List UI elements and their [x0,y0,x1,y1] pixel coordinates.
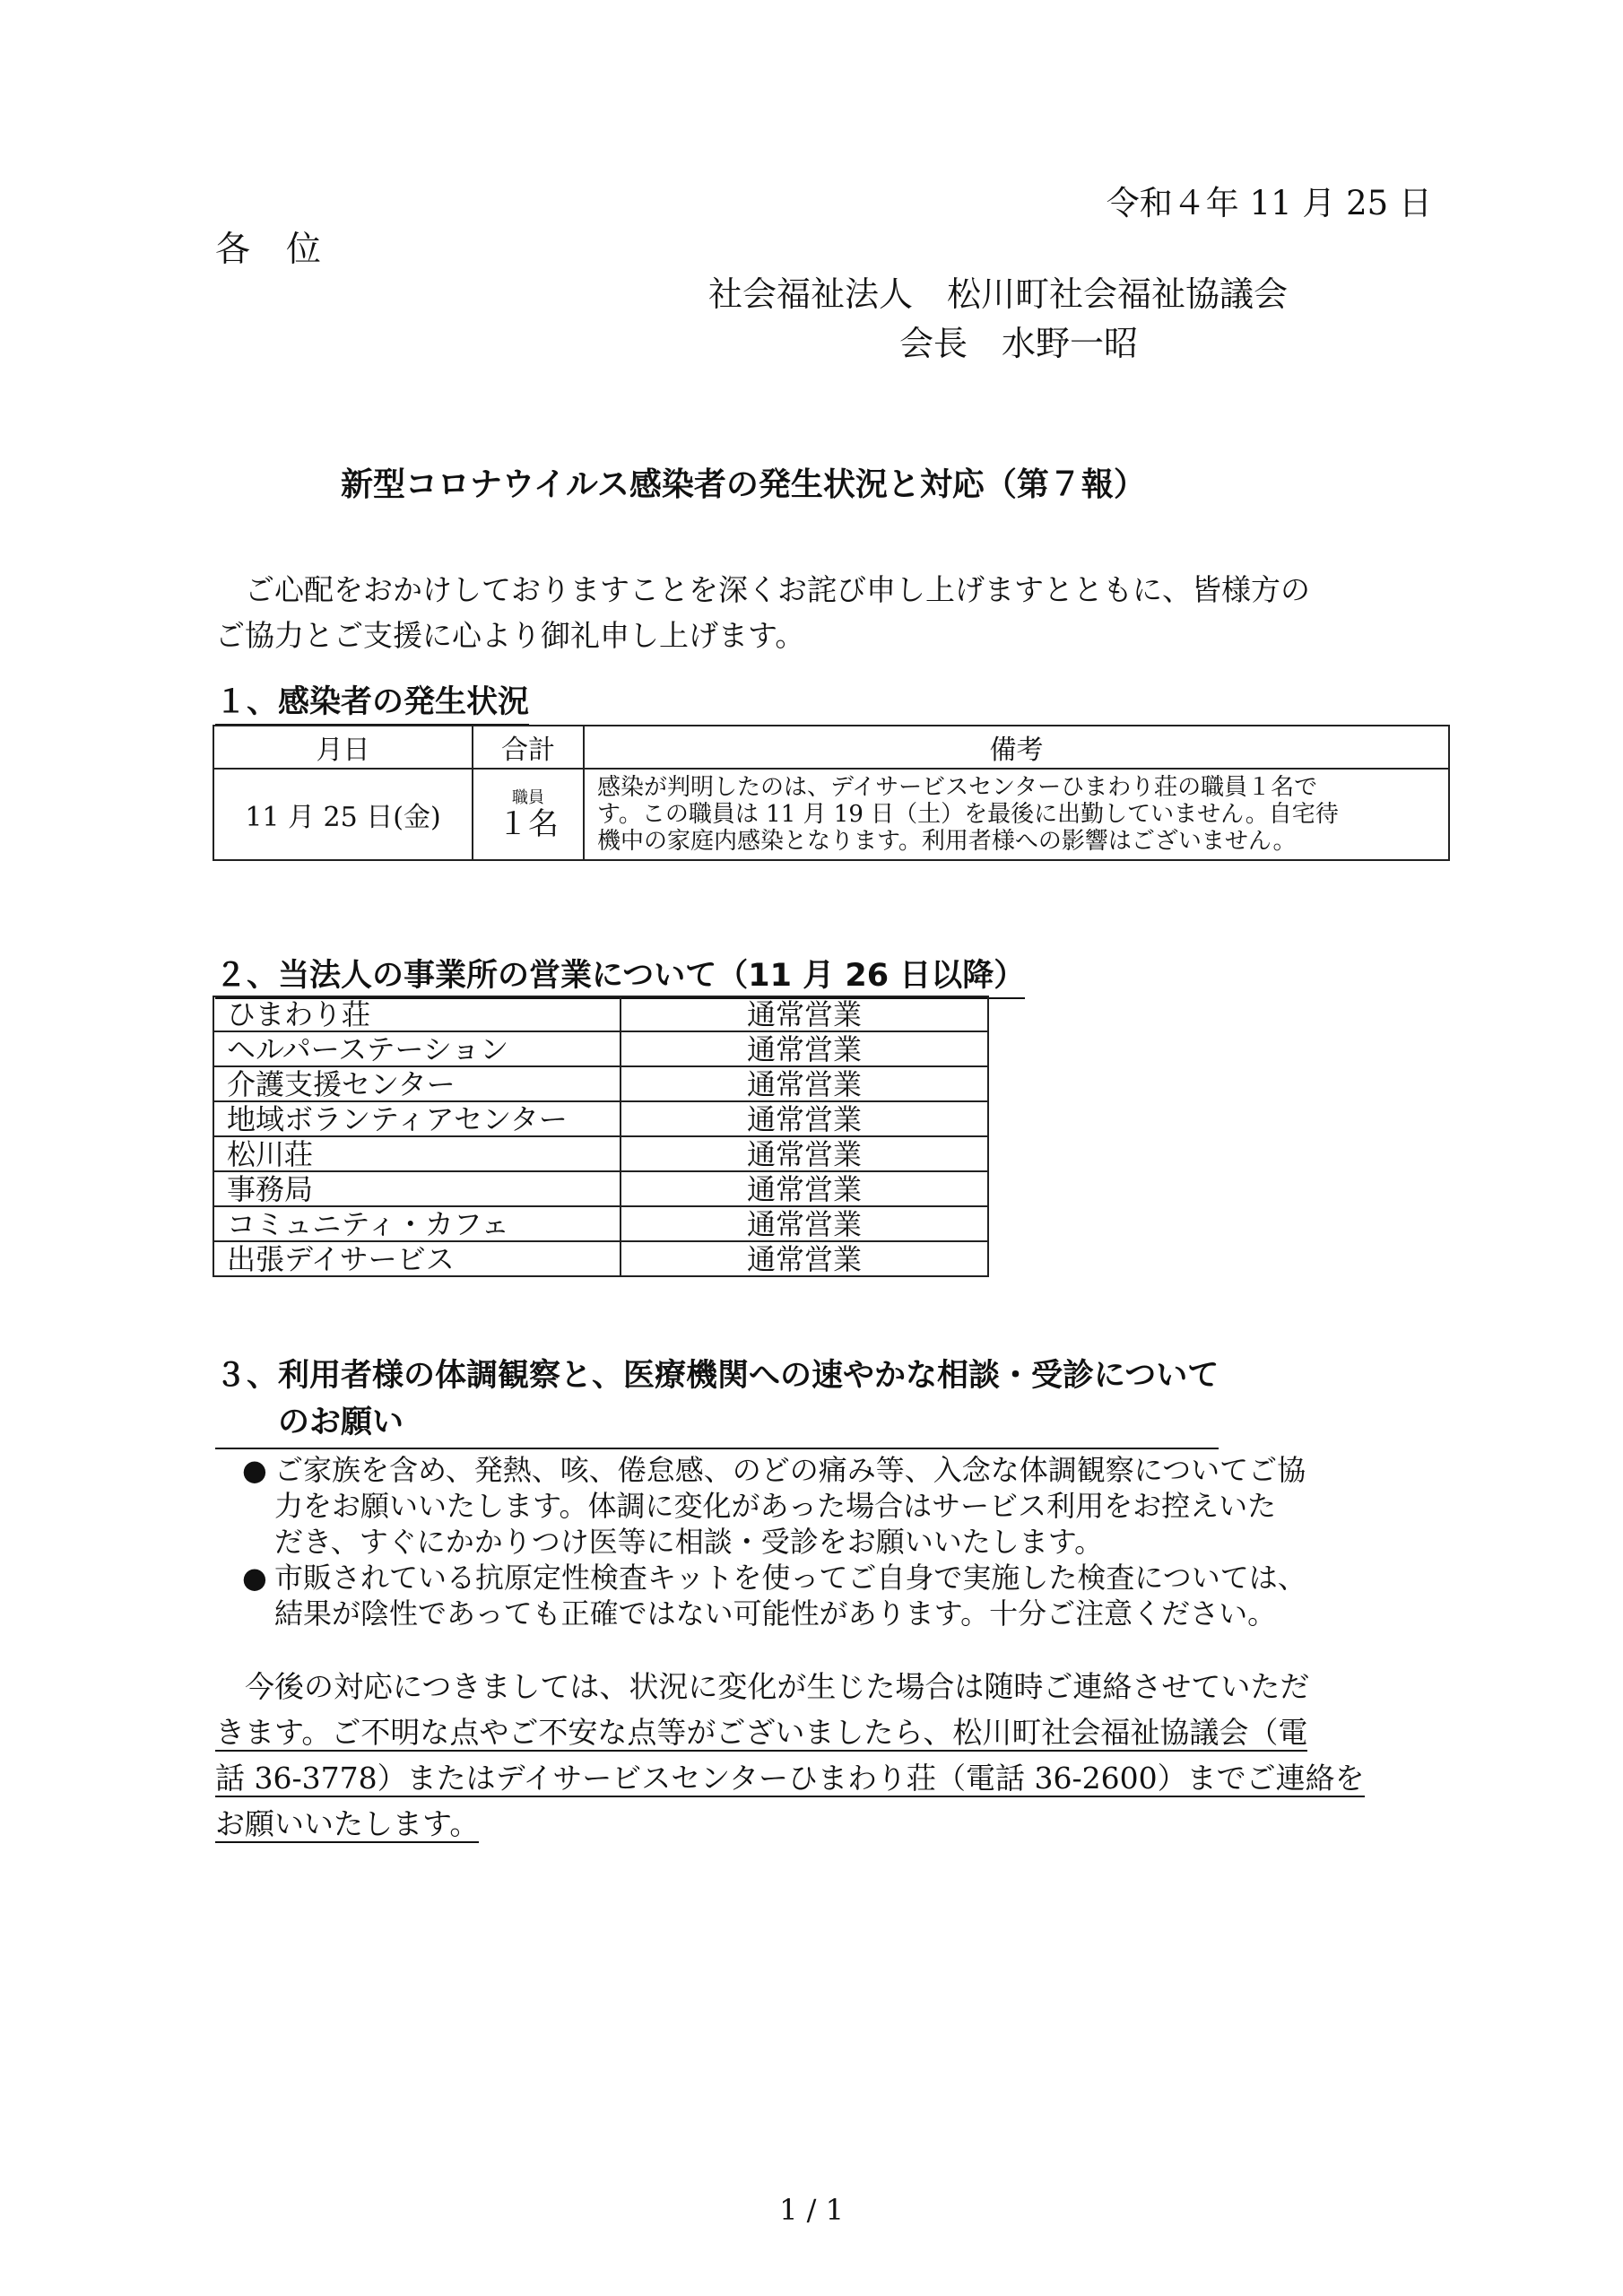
table-row [213,1136,988,1171]
cell-note [584,769,1449,860]
chairperson-name: 会長 水野一昭 [899,324,1139,363]
bullet-item [242,1560,1462,1631]
bullet-line: 結果が陰性であっても正確ではない可能性があります。十分ご注意ください。 [274,1596,1277,1631]
intro-paragraph [215,567,1435,658]
table-row [213,1066,988,1101]
organization-name: 社会福祉法人 松川町社会福祉協議会 [708,274,1289,314]
cell-date: 11 月 25 日(金) [213,769,473,860]
office-name: ヘルパーステーション [213,1031,621,1066]
closing-line [215,1801,1442,1847]
bullet-line: だき、すぐにかかりつけ医等に相談・受診をお願いいたします。 [274,1525,1104,1559]
office-status: 通常営業 [621,1136,988,1171]
table-header-row [213,726,1449,769]
column-header-note: 備考 [584,726,1449,769]
intro-line: ご心配をおかけしておりますことを深くお詫び申し上げますとともに、皆様方の [245,572,1310,607]
page-number: 1 / 1 [779,2193,844,2227]
office-status: 通常営業 [621,1206,988,1241]
office-name: ひまわり荘 [213,996,621,1031]
table-row [213,1171,988,1206]
document-date: 令和４年 11 月 25 日 [1106,184,1432,222]
table-row [213,1241,988,1276]
office-status: 通常営業 [621,1031,988,1066]
closing-line [215,1709,1442,1755]
office-status: 通常営業 [621,1066,988,1101]
closing-underlined-text: 話 36-3778）またはデイサービスセンターひまわり荘（電話 36-2600）までご連絡を [215,1761,1365,1796]
office-status: 通常営業 [621,996,988,1031]
intro-line: ご協力とご支援に心より御礼申し上げます。 [215,618,805,653]
closing-underlined-text: きます。ご不明な点やご不安な点等がございましたら、松川町社会福祉協議会（電 [215,1715,1308,1750]
note-line: 感染が判明したのは、デイサービスセンターひまわり荘の職員１名で [597,774,1318,801]
column-header-date: 月日 [213,726,473,769]
section3-heading-line: ３、利用者様の体調観察と、医療機関への速やかな相談・受診について [215,1358,1219,1394]
office-name: 松川荘 [213,1136,621,1171]
column-header-total: 合計 [473,726,584,769]
office-name: 事務局 [213,1171,621,1206]
table-row [213,1031,988,1066]
table-row [213,1101,988,1136]
office-name: 介護支援センター [213,1066,621,1101]
closing-underlined-text: お願いいたします。 [215,1806,480,1841]
office-name: コミュニティ・カフェ [213,1206,621,1241]
office-status-table [213,996,989,1277]
bullet-icon: ● [242,1561,267,1595]
section2-heading: ２、当法人の事業所の営業について（11 月 26 日以降） [215,951,1025,999]
closing-paragraph [215,1664,1442,1847]
closing-line [215,1755,1442,1801]
bullet-line: 力をお願いいたします。体調に変化があった場合はサービス利用をお控えいた [274,1489,1277,1523]
total-value: １名 [498,806,559,842]
addressee: 各位 [215,230,358,270]
office-status: 通常営業 [621,1171,988,1206]
closing-line: 今後の対応につきましては、状況に変化が生じた場合は随時ご連絡させていただ [245,1669,1310,1704]
table-row [213,996,988,1031]
section3-heading [215,1352,1219,1449]
cell-total [473,769,584,860]
infection-table [213,725,1450,861]
office-name: 地域ボランティアセンター [213,1101,621,1136]
request-bullets [242,1452,1462,1631]
bullet-icon: ● [242,1453,267,1487]
bullet-line: ご家族を含め、発熱、咳、倦怠感、のどの痛み等、入念な体調観察についてご協 [274,1453,1306,1487]
document-title: 新型コロナウイルス感染者の発生状況と対応（第７報） [341,466,1146,503]
section3-heading-line: のお願い [278,1405,404,1440]
office-status: 通常営業 [621,1101,988,1136]
bullet-item [242,1452,1462,1560]
table-row [213,769,1449,860]
total-label: 職員 [512,788,544,807]
bullet-line: 市販されている抗原定性検査キットを使ってご自身で実施した検査については、 [274,1561,1306,1595]
office-name: 出張デイサービス [213,1241,621,1276]
table-row [213,1206,988,1241]
note-line: 機中の家庭内感染となります。利用者様への影響はございません。 [597,828,1297,855]
section1-heading: １、感染者の発生状況 [215,677,529,726]
note-line: す。この職員は 11 月 19 日（土）を最後に出勤していません。自宅待 [597,801,1339,828]
office-status: 通常営業 [621,1241,988,1276]
